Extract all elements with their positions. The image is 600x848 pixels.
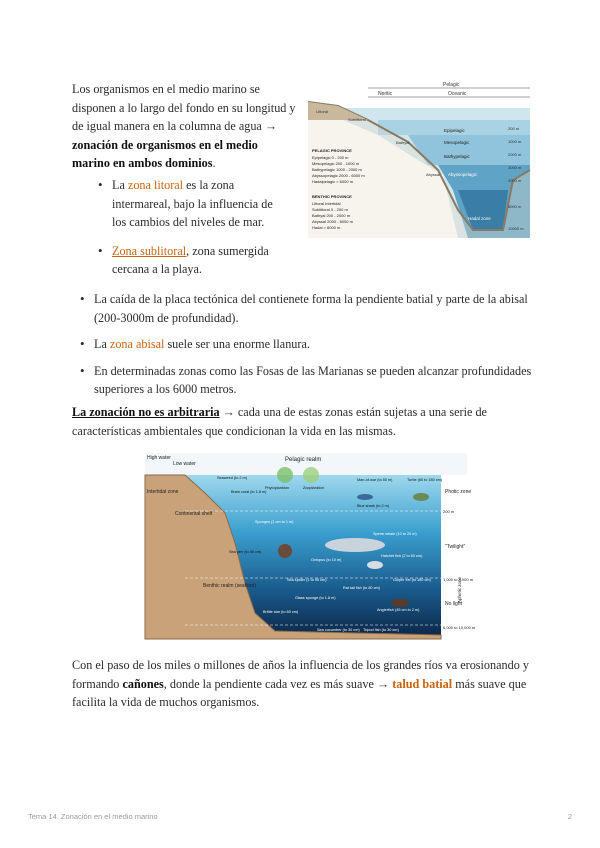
fig2-label-low-water: Low water bbox=[173, 461, 196, 467]
fig1-pelagic-row: Bathypelagic 1000 - 2000 m bbox=[312, 167, 362, 172]
list-item bbox=[98, 242, 288, 279]
fig1-benthic-row: Bathyal 200 - 2000 m bbox=[312, 213, 351, 218]
fig2-org: Turtle (60 to 180 cm) bbox=[407, 478, 443, 482]
fig2-label-high-water: High water bbox=[147, 455, 171, 461]
fig1-pelagic-row: Epipelagic 0 - 200 m bbox=[312, 155, 349, 160]
fig1-zone-1: Littoral bbox=[316, 109, 329, 114]
fig2-org: Sea pen (to 45 cm) bbox=[229, 550, 262, 554]
zonacion-paragraph bbox=[72, 403, 532, 440]
list-item bbox=[98, 176, 288, 232]
fig2-org: Seaweed (to 2 m) bbox=[217, 476, 247, 480]
list-item bbox=[80, 362, 532, 399]
fig2-org: Brain coral (to 1.8 m) bbox=[231, 490, 267, 494]
fig2-label-photic: Photic zone bbox=[445, 489, 472, 495]
fig2-org: Phytoplankton bbox=[265, 486, 290, 490]
bullet-text: es la zona intermareal, bajo la influencia de los cambios del niveles de mar. bbox=[112, 178, 273, 229]
fig1-zone-3: Bathyal bbox=[396, 140, 410, 145]
fig1-zone-2: Sublittoral bbox=[348, 117, 366, 122]
fig2-org: Blue shark (to 2 m) bbox=[357, 504, 390, 508]
fig1-label-neritic: Neritic bbox=[378, 91, 393, 97]
ocean-zonation-figure bbox=[308, 80, 530, 238]
intro-end: . bbox=[212, 156, 216, 170]
bullet-term: Zona sublitoral bbox=[112, 243, 187, 258]
final-term: talud batial bbox=[392, 676, 453, 691]
fig2-org: Octopus (to 10 m) bbox=[311, 558, 342, 562]
fig1-benthic-title: BENTHIC PROVINCE bbox=[312, 194, 352, 199]
page-footer bbox=[28, 812, 578, 821]
fig1-zone-4: Abyssal bbox=[426, 172, 441, 177]
fig2-depth-3: 6,000 to 10,000 m bbox=[443, 625, 476, 630]
fig2-org: Rat tail fish (to 80 cm) bbox=[343, 586, 380, 590]
fig2-label-twilight: "Twilight" bbox=[445, 544, 466, 550]
fig2-label-shelf: Continental shelf bbox=[175, 511, 213, 517]
fig2-org: Tripod fish (to 30 cm) bbox=[363, 628, 399, 632]
fig2-org: Sperm whale (10 to 20 m) bbox=[373, 532, 417, 536]
fig1-depth-7: 10000 m bbox=[508, 226, 524, 231]
fig1-layer-4: Abyssopelagic bbox=[448, 172, 478, 177]
sub-bullet-list bbox=[98, 176, 288, 289]
intro-paragraph bbox=[72, 80, 297, 173]
final-paragraph bbox=[72, 656, 532, 712]
fig1-depth-4: 3000 m bbox=[508, 165, 522, 170]
bullet-text: En determinadas zonas como las Fosas de las Marianas se pueden alcanzar profundidades superiores a los 6000 metros. bbox=[94, 363, 532, 396]
fig2-org: Anglerfish (45 cm to 2 m) bbox=[377, 608, 420, 612]
fig1-depth-2: 1000 m bbox=[508, 139, 522, 144]
fig2-org: Man-of-war (to 50 m) bbox=[357, 478, 393, 482]
final-text: , donde la pendiente cada vez es más suave → bbox=[163, 676, 393, 691]
fig1-label-oceanic: Oceanic bbox=[448, 91, 467, 97]
fig1-layer-3: Bathypelagic bbox=[444, 154, 470, 159]
fig1-layer-1: Epipelagic bbox=[444, 128, 465, 133]
fig2-label-aphotic: Aphotic zone bbox=[457, 576, 462, 603]
fig2-org: Sea spider (1 to 90 cm) bbox=[287, 578, 327, 582]
bullet-text: La bbox=[94, 337, 110, 351]
fig2-org: Zooplankton bbox=[303, 486, 324, 490]
footer-title: Tema 14. Zonación en el medio marino bbox=[28, 812, 158, 821]
fig1-benthic-row: Hadal > 6000 m bbox=[312, 225, 341, 230]
fig1-pelagic-title: PELAGIC PROVINCE bbox=[312, 148, 352, 153]
intro-bold: zonación de organismos en el medio marino en ambos dominios bbox=[72, 137, 258, 170]
fig1-depth-6: 6000 m bbox=[508, 204, 522, 209]
fig2-org: Gulper eel (to 180 cm) bbox=[393, 578, 431, 582]
bullet-text: , zona sumergida cercana a la playa. bbox=[112, 243, 269, 276]
fig2-depth-2: 1,000 to 4,000 m bbox=[443, 577, 474, 582]
fig1-benthic-row: Littoral Intertidal bbox=[312, 201, 341, 206]
fig1-pelagic-row: Abyssopelagic 2000 - 6000 m bbox=[312, 173, 365, 178]
intro-text: Los organismos en el medio marino se disponen a lo largo del fondo en su longitud y de igual manera en la columna de agua → bbox=[72, 82, 296, 133]
main-bullet-list bbox=[80, 290, 532, 407]
fig2-org: Sea cucumber (to 30 cm) bbox=[317, 628, 360, 632]
fig2-org: Brittle star (to 60 cm) bbox=[263, 610, 299, 614]
bullet-term: zona litoral bbox=[127, 178, 184, 192]
bullet-text: La bbox=[112, 178, 128, 192]
fig1-benthic-row: Abyssal 2000 - 6000 m bbox=[312, 219, 353, 224]
fig2-depth-1: 200 m bbox=[443, 509, 455, 514]
final-text: Con el paso de los miles o millones de años la influencia de los grandes ríos va erosionando y formando bbox=[72, 658, 529, 691]
list-item bbox=[80, 335, 532, 354]
final-text: más suave que facilita la vida de muchos organismos. bbox=[72, 676, 527, 709]
bullet-text: suele ser una enorme llanura. bbox=[164, 337, 310, 351]
fig1-benthic-row: Sublittoral 0 - 200 m bbox=[312, 207, 348, 212]
bullet-term: zona abisal bbox=[109, 337, 165, 351]
page-number: 2 bbox=[567, 812, 572, 821]
fig1-pelagic-row: Mesopelagic 200 - 1000 m bbox=[312, 161, 360, 166]
fig1-pelagic-row: Hadalpelagic > 6000 m bbox=[312, 179, 354, 184]
fig2-label-pelagic: Pelagic realm bbox=[285, 457, 322, 463]
bullet-text: La caída de la placa tectónica del contienete forma la pendiente batial y parte de la abisal (200-3000m de profundidad). bbox=[94, 292, 528, 325]
zonacion-text: → cada una de estas zonas están sujetas a una serie de características ambientales que condicionan la vida en las mismas. bbox=[72, 405, 487, 438]
fig1-label-pelagic: Pelagic bbox=[443, 82, 460, 88]
fig1-depth-1: 200 m bbox=[508, 126, 520, 131]
fig2-org: Sponges (1 cm to 1 m) bbox=[255, 520, 294, 524]
fig2-label-benthic: Benthic realm (seafloor) bbox=[203, 583, 257, 589]
fig2-org: Glass sponge (to 1.8 m) bbox=[295, 596, 336, 600]
fig1-layer-5: Hadal zone bbox=[468, 216, 491, 221]
fig2-org: Hatchet fish (2 to 60 cm) bbox=[381, 554, 423, 558]
zonacion-bold: La zonación no es arbitraria bbox=[72, 405, 220, 419]
list-item bbox=[80, 290, 532, 327]
fig2-label-nolight: No light bbox=[445, 601, 462, 607]
fig1-layer-2: Mesopelagic bbox=[444, 140, 470, 145]
marine-realms-figure bbox=[145, 453, 476, 639]
fig2-label-intertidal: Intertidal zone bbox=[147, 489, 179, 495]
fig1-depth-5: 4000 m bbox=[508, 178, 522, 183]
fig1-depth-3: 2000 m bbox=[508, 152, 522, 157]
final-bold: cañones bbox=[122, 676, 164, 691]
